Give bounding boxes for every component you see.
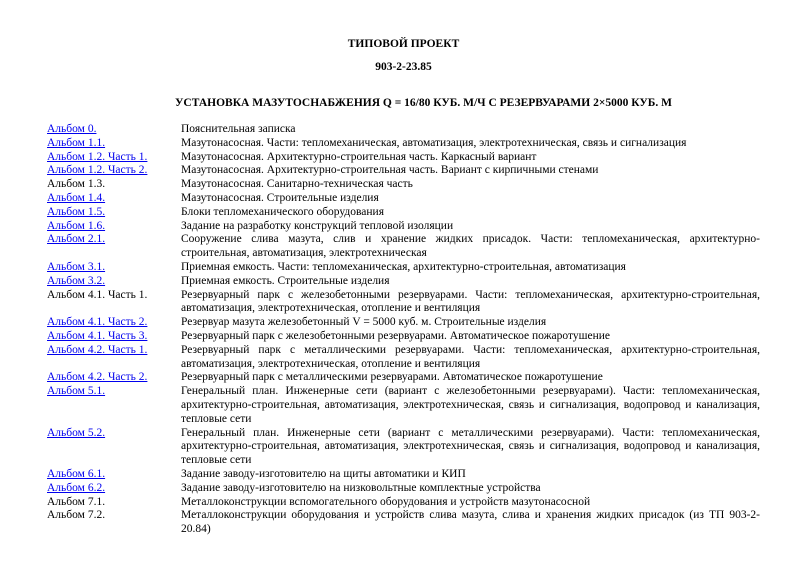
album-row	[47, 509, 760, 537]
album-row	[47, 164, 760, 178]
album-description: Мазутонасосная. Санитарно-техническая часть	[181, 178, 413, 191]
album-description: Блоки тепломеханического оборудования	[181, 205, 384, 218]
album-description: Задание заводу-изготовителю на низковольтные комплектные устройства	[181, 481, 541, 494]
album-link[interactable]: Альбом 4.2. Часть 2.	[47, 371, 148, 384]
album-description: Металлоконструкции оборудования и устройств слива мазута, слива и хранения жидких присадок (из ТП 903-2-20.84)	[181, 509, 760, 536]
page-title: ТИПОВОЙ ПРОЕКТ	[347, 38, 460, 50]
album-description: Мазутонасосная. Части: тепломеханическая, автоматизация, электротехническая, связь и сигнализация	[181, 136, 687, 149]
album-description: Резервуарный парк с металлическими резервуарами. Автоматическое пожаротушение	[181, 371, 603, 384]
album-link[interactable]: Альбом 0.	[47, 123, 97, 135]
album-row	[47, 206, 760, 220]
album-row	[47, 330, 760, 344]
album-description: Сооружение слива мазута, слив и хранение жидких присадок. Части: тепломеханическая, архитектурно-строительная, автоматизация, электротехническая	[181, 233, 760, 260]
album-description: Задание заводу-изготовителю на щиты автоматики и КИП	[181, 467, 466, 480]
album-label: Альбом 7.2.	[47, 509, 106, 522]
album-row	[47, 137, 760, 151]
album-description: Резервуар мазута железобетонный V = 5000 куб. м. Строительные изделия	[181, 316, 547, 329]
album-description: Задание на разработку конструкций тепловой изоляции	[181, 219, 454, 232]
album-row	[47, 289, 760, 317]
project-subtitle: УСТАНОВКА МАЗУТОСНАБЖЕНИЯ Q = 16/80 КУБ. М/Ч С РЕЗЕРВУАРАМИ 2×5000 КУБ. М	[174, 97, 673, 109]
album-description: Мазутонасосная. Строительные изделия	[181, 191, 379, 204]
album-row	[47, 371, 760, 385]
album-link[interactable]: Альбом 1.5.	[47, 205, 106, 218]
album-link[interactable]: Альбом 1.4.	[47, 191, 106, 204]
album-label: Альбом 1.3.	[47, 178, 106, 191]
album-description: Резервуарный парк с железобетонными резервуарами. Части: тепломеханическая, архитектурно-строительная, автоматизация, электротехническая, отопление и вентиляция	[181, 288, 760, 315]
album-row	[47, 233, 760, 261]
album-description: Резервуарный парк с железобетонными резервуарами. Автоматическое пожаротушение	[181, 329, 610, 342]
album-description: Приемная емкость. Части: тепломеханическая, архитектурно-строительная, автоматизация	[181, 260, 626, 273]
album-link[interactable]: Альбом 5.1.	[47, 385, 106, 398]
album-row	[47, 482, 760, 496]
album-link[interactable]: Альбом 1.2. Часть 1.	[47, 150, 148, 163]
album-row	[47, 178, 760, 192]
album-row	[47, 427, 760, 468]
album-link[interactable]: Альбом 3.2.	[47, 274, 106, 287]
album-row	[47, 468, 760, 482]
album-row	[47, 316, 760, 330]
album-link[interactable]: Альбом 3.1.	[47, 260, 106, 273]
album-link[interactable]: Альбом 4.1. Часть 3.	[47, 329, 148, 342]
album-description: Пояснительная записка	[181, 123, 296, 135]
album-row	[47, 192, 760, 206]
album-row	[47, 220, 760, 234]
album-description: Приемная емкость. Строительные изделия	[181, 274, 390, 287]
album-description: Мазутонасосная. Архитектурно-строительная часть. Каркасный вариант	[181, 150, 537, 163]
album-description: Генеральный план. Инженерные сети (вариант с железобетонными резервуарами). Части: тепломеханическая, архитектурно-строительная, автоматизация, электротехническая, связь и сигнализация, водопровод и канализация, тепловые сети	[181, 385, 760, 425]
album-link[interactable]: Альбом 2.1.	[47, 233, 106, 246]
album-row	[47, 275, 760, 289]
album-row	[47, 344, 760, 372]
album-row	[47, 151, 760, 165]
album-label: Альбом 4.1. Часть 1.	[47, 288, 148, 301]
album-list	[47, 123, 760, 537]
album-link[interactable]: Альбом 1.2. Часть 2.	[47, 164, 148, 177]
album-description: Резервуарный парк с металлическими резервуарами. Части: тепломеханическая, архитектурно-строительная, автоматизация, электротехническая, отопление и вентиляция	[181, 343, 760, 370]
album-link[interactable]: Альбом 5.2.	[47, 426, 106, 439]
project-number: 903-2-23.85	[375, 61, 432, 73]
album-description: Генеральный план. Инженерные сети (вариант с металлическими резервуарами). Части: тепломеханическая, архитектурно-строительная, автоматизация, электротехническая, связь и сигнализация, водопровод и канализация, тепловые сети	[181, 426, 760, 467]
album-row	[47, 261, 760, 275]
album-link[interactable]: Альбом 4.1. Часть 2.	[47, 316, 148, 329]
album-link[interactable]: Альбом 4.2. Часть 1.	[47, 343, 148, 356]
album-link[interactable]: Альбом 1.1.	[47, 136, 106, 149]
album-row	[47, 496, 760, 510]
album-row	[47, 123, 760, 137]
album-row	[47, 385, 760, 426]
album-link[interactable]: Альбом 1.6.	[47, 219, 106, 232]
album-link[interactable]: Альбом 6.1.	[47, 467, 106, 480]
album-label: Альбом 7.1.	[47, 495, 106, 508]
album-description: Металлоконструкции вспомогательного оборудования и устройств мазутонасосной	[181, 495, 591, 508]
album-link[interactable]: Альбом 6.2.	[47, 481, 106, 494]
album-description: Мазутонасосная. Архитектурно-строительная часть. Вариант с кирпичными стенами	[181, 164, 599, 177]
